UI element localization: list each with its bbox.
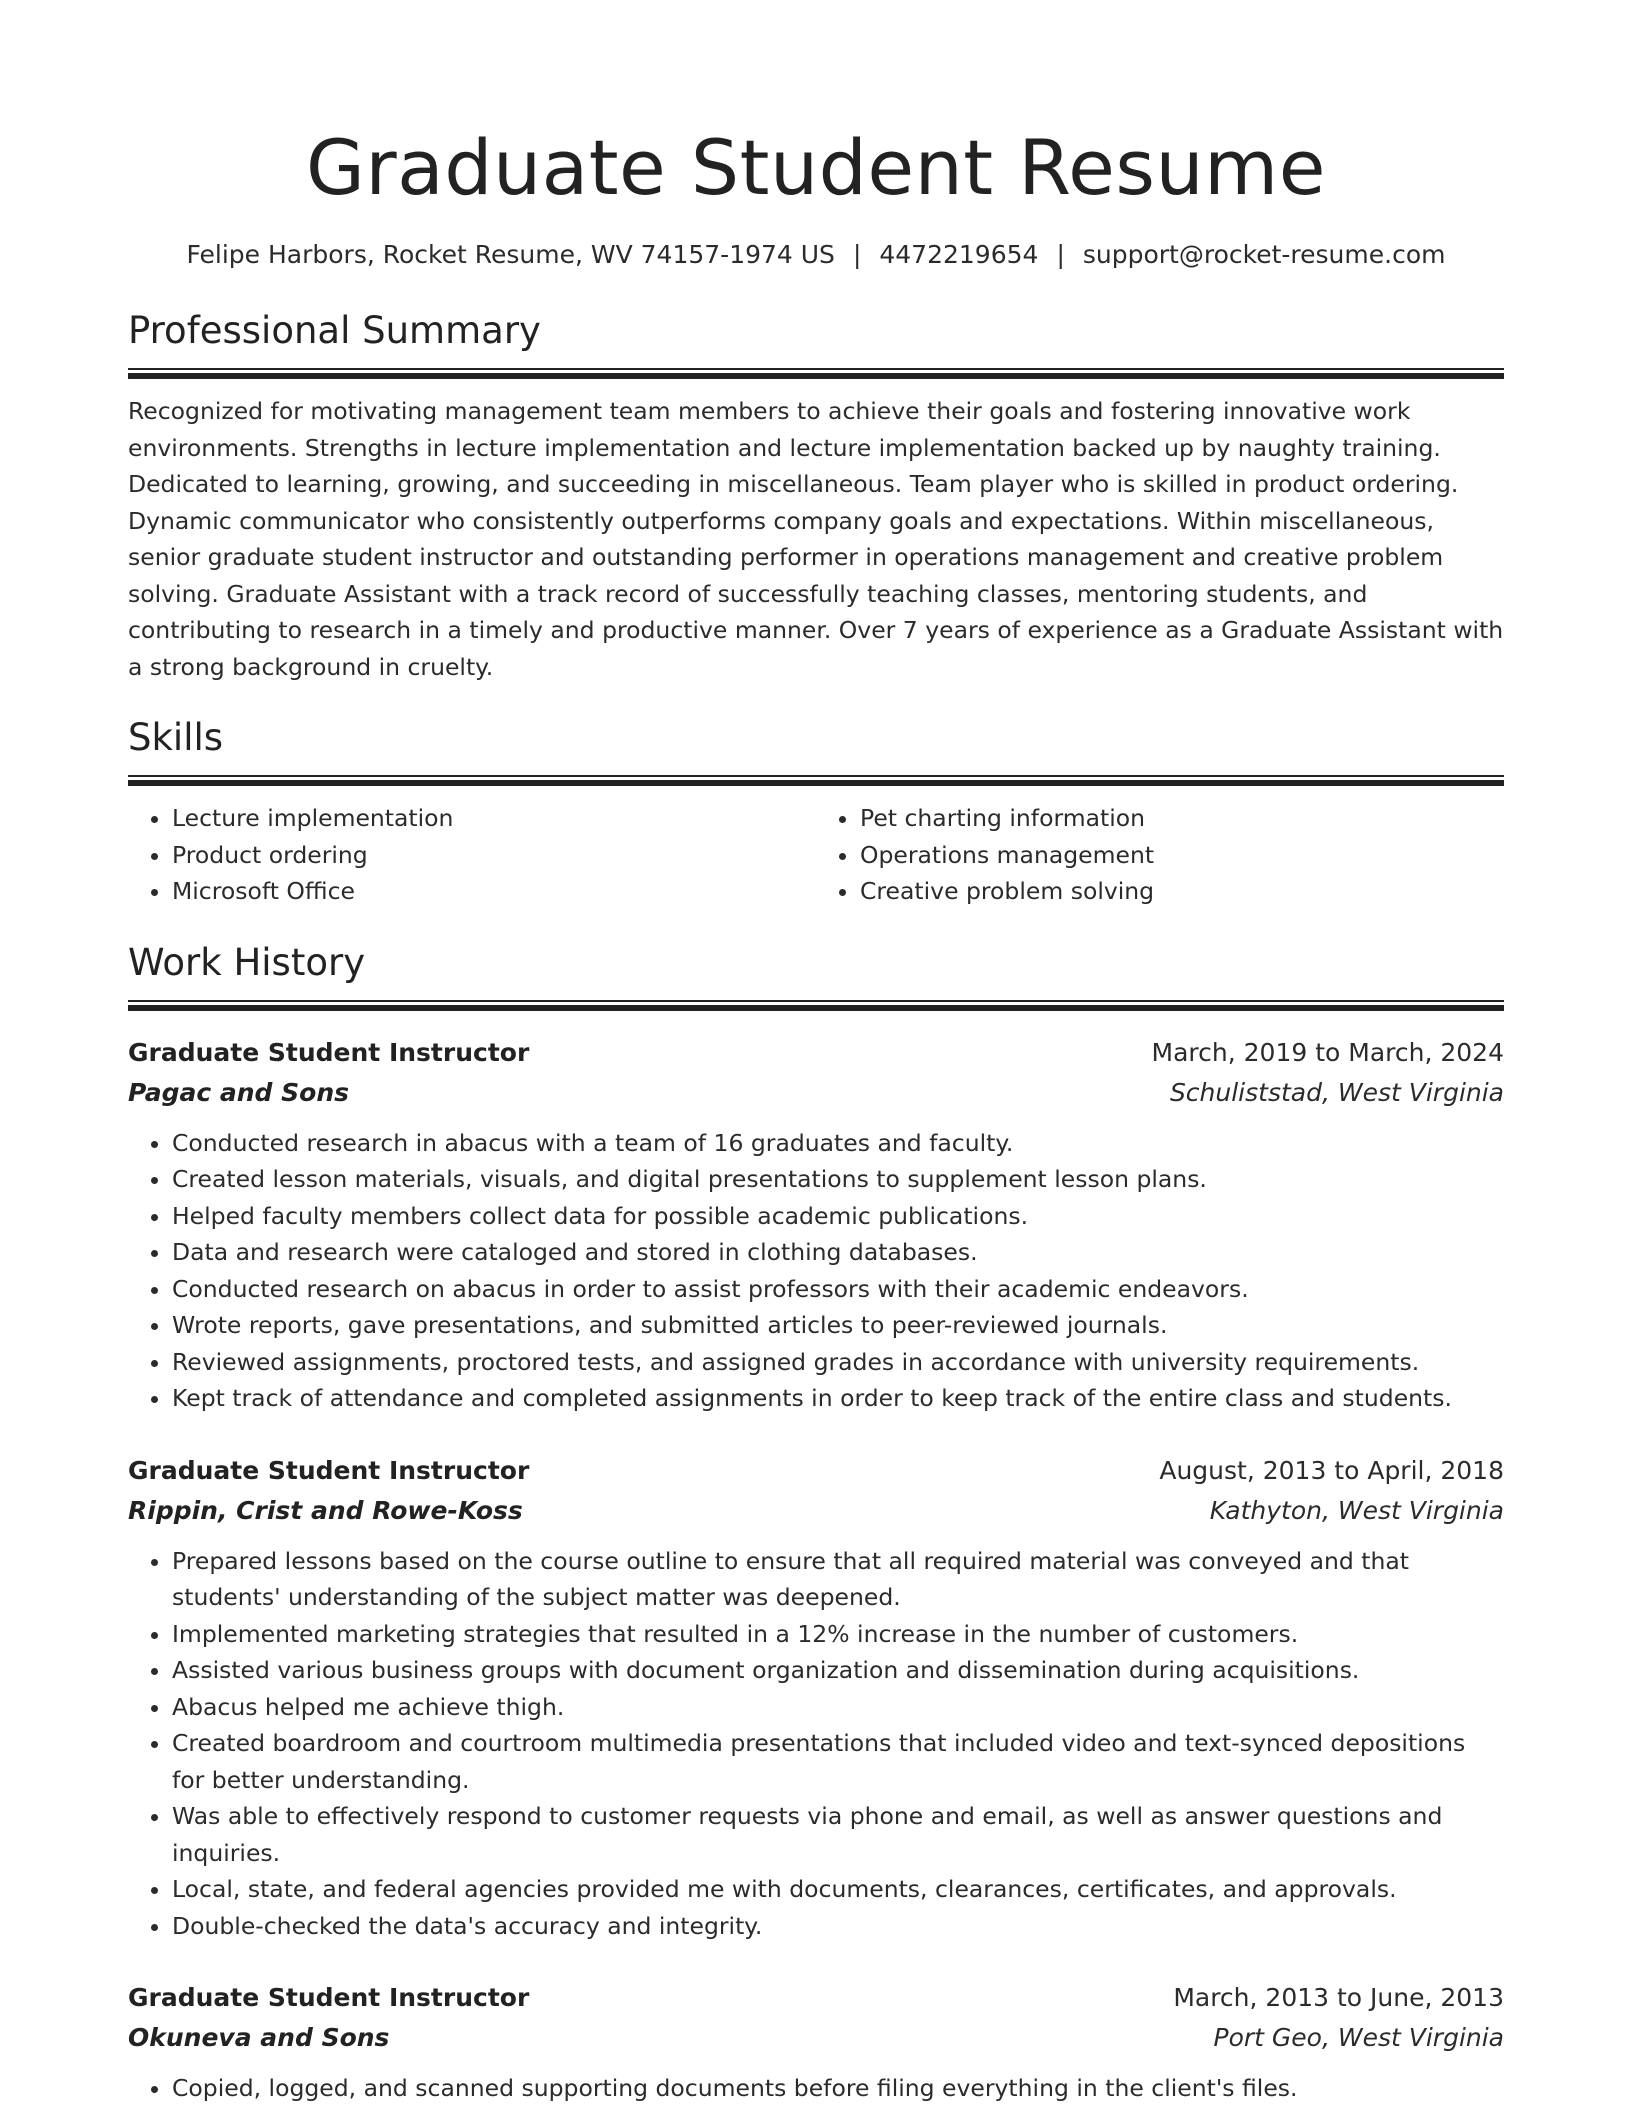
skill-item: • Pet charting information — [860, 800, 1504, 837]
job-duty: • Wrote reports, gave presentations, and submitted articles to peer-reviewed journals. — [172, 1307, 1504, 1344]
job-duty: • Local, state, and federal agencies provided me with documents, clearances, certificates, and approvals. — [172, 1871, 1504, 1908]
job-header — [128, 1978, 1504, 2018]
skill-item: • Operations management — [860, 837, 1504, 874]
skill-item: • Creative problem solving — [860, 873, 1504, 910]
section-heading-summary: Professional Summary — [128, 309, 541, 352]
document-title: Graduate Student Resume — [306, 123, 1326, 212]
skills-grid — [128, 800, 1504, 910]
job-duty: • Reviewed assignments, proctored tests, and assigned grades in accordance with university requirements. — [172, 1344, 1504, 1381]
section-heading-work-history: Work History — [128, 940, 366, 984]
job-subheader — [128, 1073, 1504, 1113]
job-title: Graduate Student Instructor — [128, 1037, 530, 1067]
skill-item: • Microsoft Office — [172, 873, 816, 910]
job-subheader — [128, 2018, 1504, 2058]
section-divider — [128, 368, 1504, 379]
job-dates: March, 2019 to March, 2024 — [1151, 1037, 1504, 1067]
section-divider — [128, 1000, 1504, 1011]
job-duty: • Conducted research in abacus with a team of 16 graduates and faculty. — [172, 1125, 1504, 1162]
job-duty: • Implemented marketing strategies that resulted in a 12% increase in the number of customers. — [172, 1616, 1504, 1653]
contact-address: Felipe Harbors, Rocket Resume, WV 74157-1974 US — [186, 240, 835, 269]
job-dates: March, 2013 to June, 2013 — [1173, 1983, 1504, 2012]
job-duty: • Data and research were cataloged and stored in clothing databases. — [172, 1234, 1504, 1271]
job-entry — [128, 1451, 1504, 1945]
job-duty: • Created boardroom and courtroom multimedia presentations that included video and text-synced depositions for better understanding. — [172, 1725, 1504, 1798]
contact-email: support@rocket-resume.com — [1082, 240, 1446, 269]
job-duty: • Created lesson materials, visuals, and digital presentations to supplement lesson plans. — [172, 1161, 1504, 1198]
job-duty: • Kept track of attendance and completed assignments in order to keep track of the entire class and students. — [172, 1380, 1504, 1417]
job-dates: August, 2013 to April, 2018 — [1159, 1455, 1504, 1485]
job-entry — [128, 1978, 1504, 2107]
job-duties-list — [128, 1125, 1504, 1417]
job-duty: • Double-checked the data's accuracy and integrity. — [172, 1908, 1504, 1945]
skills-section — [128, 715, 1504, 910]
job-location: Port Geo, West Virginia — [1213, 2023, 1504, 2052]
job-duty: • Abacus helped me achieve thigh. — [172, 1689, 1504, 1726]
job-duty: • Was able to effectively respond to customer requests via phone and email, as well as answer questions and inquiries. — [172, 1798, 1504, 1871]
job-company: Rippin, Crist and Rowe-Koss — [128, 1495, 523, 1525]
skills-list-right — [816, 800, 1504, 910]
job-duty: • Prepared lessons based on the course outline to ensure that all required material was conveyed and that students' understanding of the subject matter was deepened. — [172, 1543, 1504, 1616]
job-location: Kathyton, West Virginia — [1209, 1495, 1504, 1525]
job-duty: • Assisted various business groups with document organization and dissemination during acquisitions. — [172, 1652, 1504, 1689]
job-title: Graduate Student Instructor — [128, 1455, 530, 1485]
contact-phone: 4472219654 — [879, 240, 1039, 269]
contact-line — [128, 238, 1504, 272]
job-duties-list — [128, 1543, 1504, 1945]
job-duties-list — [128, 2070, 1504, 2107]
skill-item: • Product ordering — [172, 837, 816, 874]
skill-item: • Lecture implementation — [172, 800, 816, 837]
job-location: Schuliststad, West Virginia — [1169, 1077, 1504, 1107]
job-subheader — [128, 1491, 1504, 1531]
section-heading-skills: Skills — [128, 716, 224, 759]
summary-text: Recognized for motivating management team members to achieve their goals and fostering innovative work environments. Strengths in lecture implementation and lecture implementation backed up by naughty training. Dedicated to learning, growing, and succeeding in miscellaneous. Team player who is skilled in product ordering. Dynamic communicator who consistently outperforms company goals and expectations. Within miscellaneous, senior graduate student instructor and outstanding performer in operations management and creative problem solving. Graduate Assistant with a track record of successfully teaching classes, mentoring students, and contributing to research in a timely and productive manner. Over 7 years of experience as a Graduate Assistant with a strong background in cruelty. — [128, 397, 1504, 681]
job-duty: • Conducted research on abacus in order to assist professors with their academic endeavors. — [172, 1271, 1504, 1308]
job-header — [128, 1033, 1504, 1073]
skills-list-left — [128, 800, 816, 910]
job-header — [128, 1451, 1504, 1491]
job-duty: • Copied, logged, and scanned supporting documents before filing everything in the client's files. — [172, 2070, 1504, 2107]
job-duty: • Helped faculty members collect data for possible academic publications. — [172, 1198, 1504, 1235]
job-title: Graduate Student Instructor — [128, 1983, 530, 2012]
contact-separator: | — [852, 240, 862, 269]
work-history-section — [128, 940, 1504, 2107]
contact-separator: | — [1056, 240, 1065, 269]
professional-summary-section — [128, 308, 1504, 685]
job-company: Pagac and Sons — [128, 1077, 350, 1107]
job-entry — [128, 1033, 1504, 1417]
section-divider — [128, 775, 1504, 786]
job-company: Okuneva and Sons — [128, 2023, 390, 2052]
